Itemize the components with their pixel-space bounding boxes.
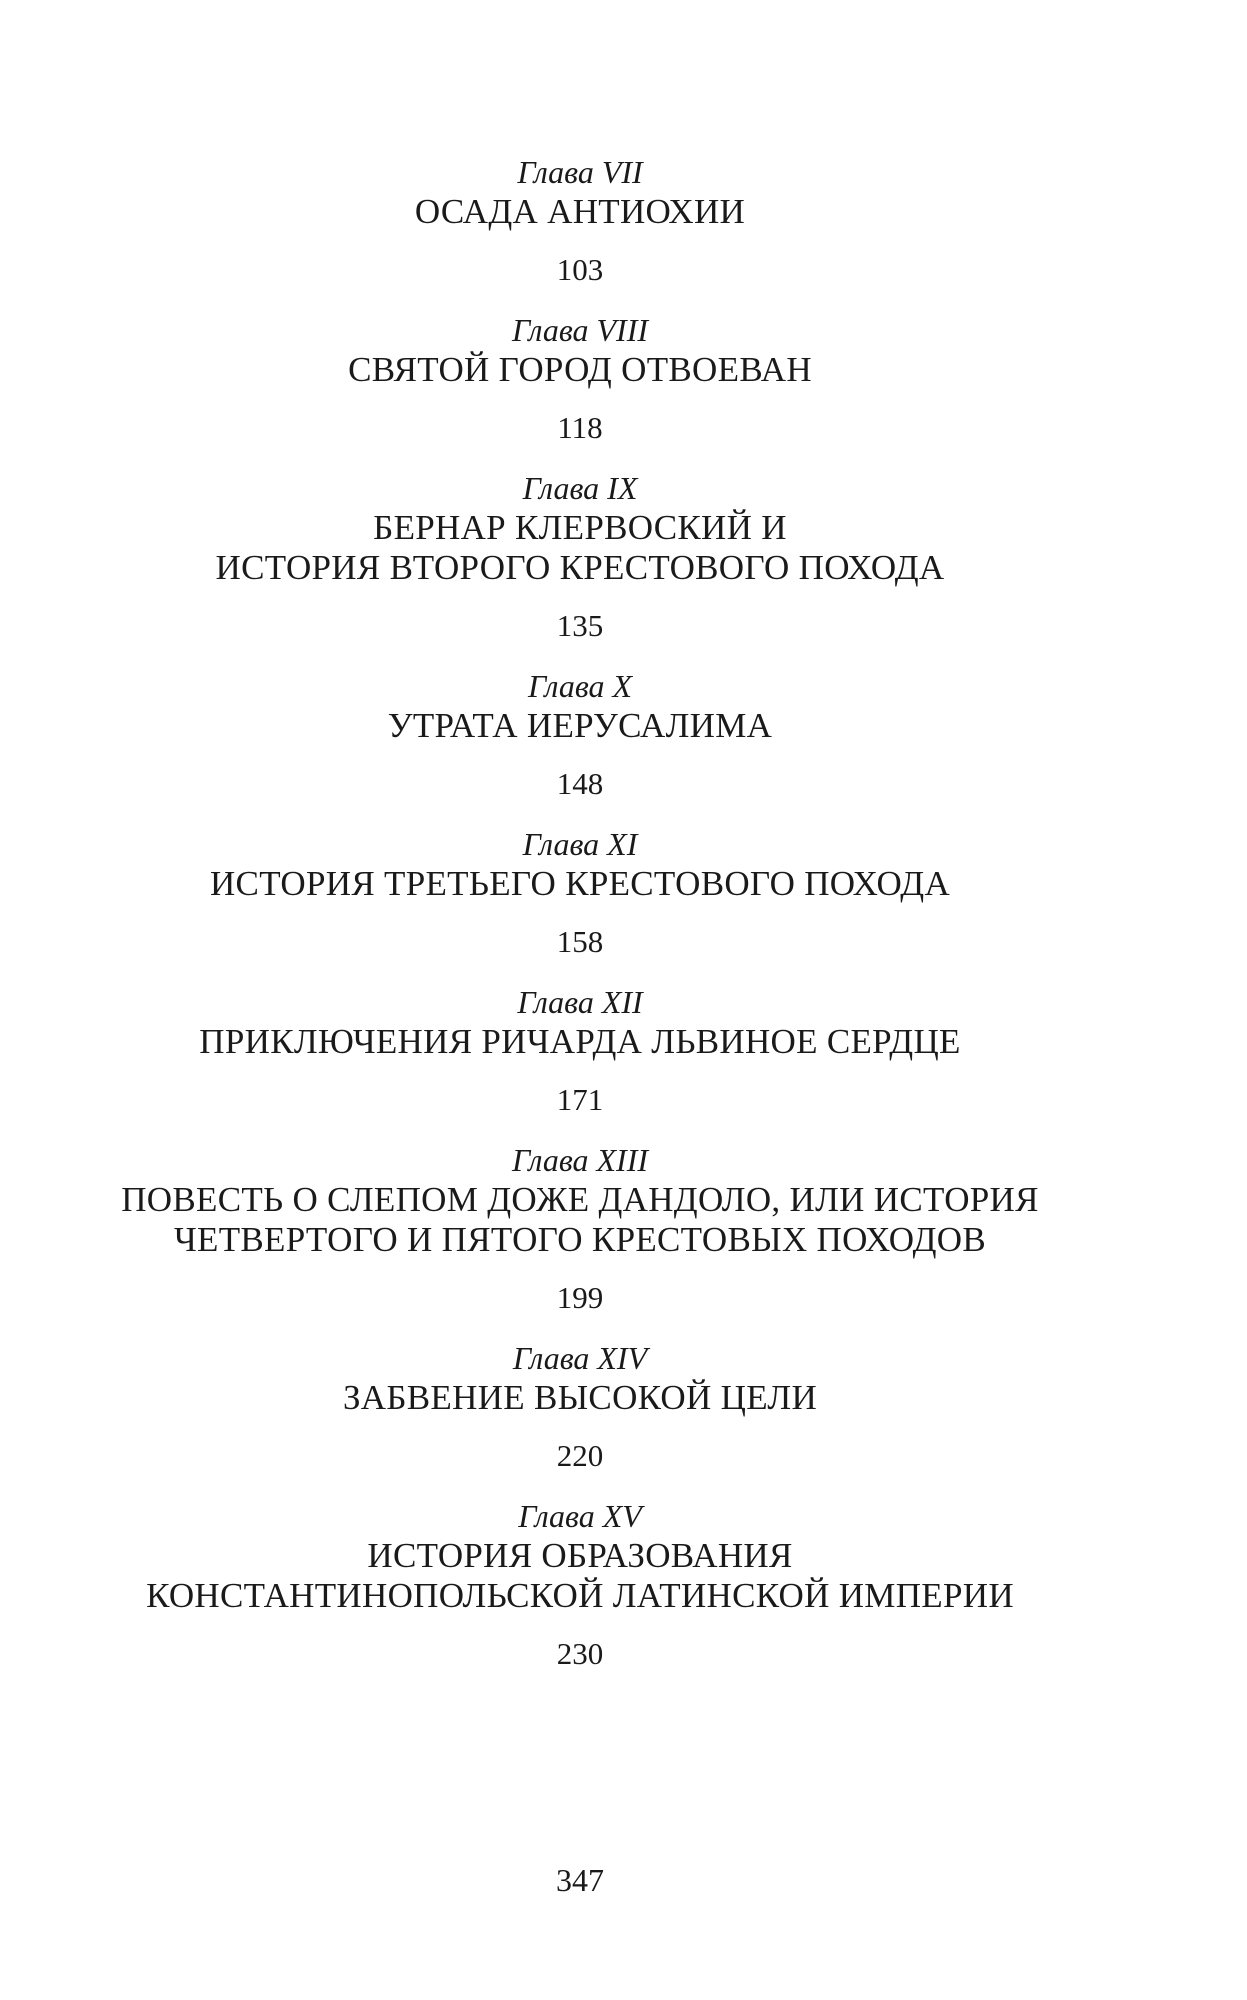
toc-entry-chapter-8 [0,310,1160,448]
chapter-page-number: 199 [556,1280,604,1315]
toc-entry-chapter-14 [0,1338,1160,1476]
chapter-label: Глава XV [518,1498,642,1534]
toc-entry-chapter-10 [0,666,1160,804]
chapter-title: ИСТОРИЯ ТРЕТЬЕГО КРЕСТОВОГО ПОХОДА [209,864,951,903]
chapter-label: Глава IX [522,470,638,506]
toc-entry-chapter-12 [0,982,1160,1120]
chapter-title: СВЯТОЙ ГОРОД ОТВОЕВАН [348,350,812,389]
chapter-label: Глава VIII [511,312,649,348]
chapter-label: Глава XIV [512,1340,648,1376]
chapter-title-line-2: КОНСТАНТИНОПОЛЬСКОЙ ЛАТИНСКОЙ ИМПЕРИИ [146,1576,1014,1615]
chapter-page-number: 230 [556,1636,604,1671]
chapter-page-number: 158 [556,924,604,959]
chapter-title: ПРИКЛЮЧЕНИЯ РИЧАРДА ЛЬВИНОЕ СЕРДЦЕ [199,1022,961,1061]
page-folio-number: 347 [556,1862,604,1898]
chapter-page-number: 220 [556,1438,604,1473]
chapter-page-number: 135 [556,608,604,643]
chapter-label: Глава XI [522,826,638,862]
toc-entry-chapter-9 [0,468,1160,646]
chapter-title: ОСАДА АНТИОХИИ [414,192,746,231]
chapter-page-number: 171 [556,1082,604,1117]
toc-entry-chapter-13 [0,1140,1160,1318]
chapter-page-number: 148 [556,766,604,801]
chapter-title-line-1: ИСТОРИЯ ОБРАЗОВАНИЯ [367,1536,793,1575]
chapter-label: Глава XIII [511,1142,649,1178]
chapter-page-number: 103 [556,252,604,287]
chapter-page-number: 118 [557,410,603,445]
chapter-label: Глава VII [517,154,643,190]
table-of-contents [0,152,1160,1694]
chapter-title-line-1: ПОВЕСТЬ О СЛЕПОМ ДОЖЕ ДАНДОЛО, ИЛИ ИСТОРИЯ [121,1180,1039,1219]
chapter-label: Глава XII [517,984,643,1020]
chapter-label: Глава X [527,668,633,704]
chapter-title-line-2: ИСТОРИЯ ВТОРОГО КРЕСТОВОГО ПОХОДА [215,548,945,587]
chapter-title-line-2: ЧЕТВЕРТОГО И ПЯТОГО КРЕСТОВЫХ ПОХОДОВ [174,1220,986,1259]
chapter-title: УТРАТА ИЕРУСАЛИМА [387,706,773,745]
chapter-title-line-1: БЕРНАР КЛЕРВОСКИЙ И [373,508,787,547]
toc-entry-chapter-15 [0,1496,1160,1674]
toc-entry-chapter-7 [0,152,1160,290]
chapter-title: ЗАБВЕНИЕ ВЫСОКОЙ ЦЕЛИ [342,1378,818,1417]
toc-entry-chapter-11 [0,824,1160,962]
